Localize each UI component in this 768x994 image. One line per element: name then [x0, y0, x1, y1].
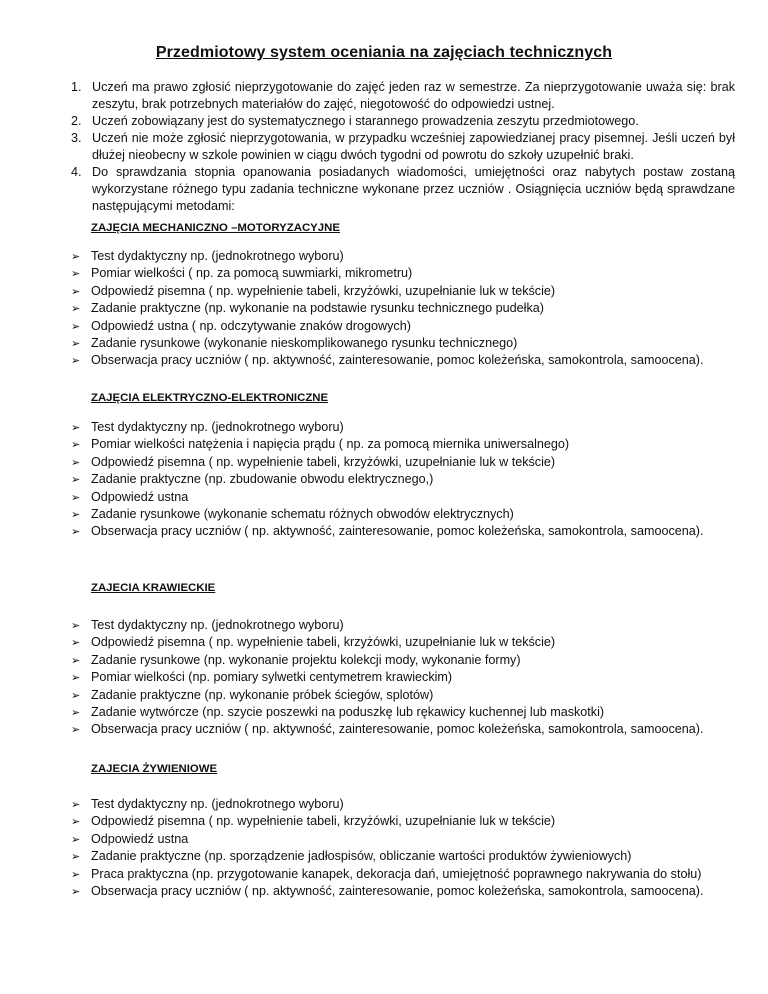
list-item: ➢ Zadanie rysunkowe (wykonanie nieskomplikowanego rysunku technicznego): [71, 335, 735, 352]
arrow-bullet-icon: ➢: [71, 284, 81, 298]
page-title: Przedmiotowy system oceniania na zajęciach technicznych: [155, 44, 613, 61]
rule-number: 2.: [71, 114, 82, 128]
list-item: ➢ Obserwacja pracy uczniów ( np. aktywność, zainteresowanie, pomoc koleżeńska, samokontrola, samoocena).: [71, 523, 735, 540]
arrow-bullet-icon: ➢: [71, 885, 81, 899]
arrow-bullet-icon: ➢: [71, 798, 81, 811]
list-item: ➢ Test dydaktyczny np. (jednokrotnego wyboru): [71, 617, 735, 634]
arrow-bullet-icon: ➢: [71, 267, 81, 281]
list-item: ➢ Zadanie praktyczne (np. sporządzenie jadłospisów, obliczanie wartości produktów żywieniowych): [71, 848, 735, 865]
list-item: ➢ Zadanie praktyczne (np. wykonanie próbek ściegów, splotów): [71, 687, 735, 704]
arrow-bullet-icon: ➢: [71, 706, 81, 720]
list-item: ➢ Zadanie praktyczne (np. zbudowanie obwodu elektrycznego,): [71, 471, 735, 488]
section-heading-mechaniczno: ZAJĘCIA MECHANICZNO –MOTORYZACYJNE: [91, 222, 340, 234]
arrow-bullet-icon: ➢: [71, 723, 81, 737]
list-item: ➢ Obserwacja pracy uczniów ( np. aktywność, zainteresowanie, pomoc koleżeńska, samokontrola, samoocena).: [71, 352, 735, 369]
list-item: ➢ Pomiar wielkości ( np. za pomocą suwmiarki, mikrometru): [71, 265, 735, 282]
arrow-bullet-icon: ➢: [71, 636, 81, 650]
list-item: ➢ Pomiar wielkości (np. pomiary sylwetki centymetrem krawieckim): [71, 669, 735, 686]
list-item: ➢ Odpowiedź ustna: [71, 831, 735, 848]
rule-text: Uczeń zobowiązany jest do systematycznego i starannego prowadzenia zeszytu przedmiotowego.: [92, 114, 639, 128]
rule-item: [71, 164, 735, 215]
section-heading-elektryczno: ZAJĘCIA ELEKTRYCZNO-ELEKTRONICZNE: [91, 392, 329, 404]
rule-number: 4.: [71, 165, 82, 179]
arrow-bullet-icon: ➢: [71, 455, 81, 469]
rule-text: Uczeń nie może zgłosić nieprzygotowania, w przypadku wcześniej zapowiedzianej pracy pisemnej. Jeśli uczeń był dłużej nieobecny w szkole powinien w ciągu dwóch tygodni od powrotu do szkoły uzupełnić braki.: [92, 131, 735, 162]
section-list-elektryczno: [71, 419, 735, 541]
section-list-zywieniowe: [71, 796, 735, 900]
list-item: ➢ Odpowiedź pisemna ( np. wypełnienie tabeli, krzyżówki, uzupełnianie luk w tekście): [71, 454, 735, 471]
rule-item: [71, 79, 735, 113]
arrow-bullet-icon: ➢: [71, 490, 81, 504]
arrow-bullet-icon: ➢: [71, 473, 81, 487]
arrow-bullet-icon: ➢: [71, 302, 81, 316]
arrow-bullet-icon: ➢: [71, 671, 81, 685]
list-item: ➢ Odpowiedź ustna ( np. odczytywanie znaków drogowych): [71, 318, 735, 335]
section-list-krawieckie: [71, 617, 735, 739]
list-item: ➢ Odpowiedź pisemna ( np. wypełnienie tabeli, krzyżówki, uzupełnianie luk w tekście): [71, 813, 735, 830]
rule-item: [71, 113, 735, 130]
list-item: ➢ Test dydaktyczny np. (jednokrotnego wyboru): [71, 796, 735, 813]
list-item: ➢ Odpowiedź pisemna ( np. wypełnienie tabeli, krzyżówki, uzupełnianie luk w tekście): [71, 283, 735, 300]
list-item: ➢ Test dydaktyczny np. (jednokrotnego wyboru): [71, 248, 735, 265]
rule-number: 1.: [71, 80, 82, 94]
rule-text: Do sprawdzania stopnia opanowania posiadanych wiadomości, umiejętności oraz nabytych postaw zostaną wykorzystane różnego typu zadania techniczne wykonane przez uczniów . Osiągnięcia uczniów będą sprawdzane następującymi metodami:: [92, 165, 735, 213]
arrow-bullet-icon: ➢: [71, 525, 81, 539]
arrow-bullet-icon: ➢: [71, 619, 81, 632]
list-item: ➢ Zadanie praktyczne (np. wykonanie na podstawie rysunku technicznego pudełka): [71, 300, 735, 317]
rule-number: 3.: [71, 131, 82, 145]
section-heading-krawieckie: ZAJECIA KRAWIECKIE: [91, 582, 216, 594]
list-item: ➢ Zadanie rysunkowe (wykonanie schematu różnych obwodów elektrycznych): [71, 506, 735, 523]
list-item: ➢ Zadanie wytwórcze (np. szycie poszewki na poduszkę lub rękawicy kuchennej lub maskotki): [71, 704, 735, 721]
arrow-bullet-icon: ➢: [71, 508, 81, 522]
arrow-bullet-icon: ➢: [71, 867, 81, 881]
list-item: ➢ Test dydaktyczny np. (jednokrotnego wyboru): [71, 419, 735, 436]
list-item: ➢ Obserwacja pracy uczniów ( np. aktywność, zainteresowanie, pomoc koleżeńska, samokontrola, samoocena).: [71, 721, 735, 738]
arrow-bullet-icon: ➢: [71, 815, 81, 829]
arrow-bullet-icon: ➢: [71, 832, 81, 846]
list-item: ➢ Zadanie rysunkowe (np. wykonanie projektu kolekcji mody, wykonanie formy): [71, 652, 735, 669]
list-item: ➢ Praca praktyczna (np. przygotowanie kanapek, dekoracja dań, umiejętność poprawnego nakrywania do stołu): [71, 866, 735, 883]
section-list-mechaniczno: [71, 248, 735, 370]
arrow-bullet-icon: ➢: [71, 250, 81, 263]
rules-list: [71, 79, 735, 215]
section-heading-zywieniowe: ZAJECIA ŻYWIENIOWE: [91, 763, 218, 775]
arrow-bullet-icon: ➢: [71, 319, 81, 333]
arrow-bullet-icon: ➢: [71, 337, 81, 351]
list-item: ➢ Odpowiedź pisemna ( np. wypełnienie tabeli, krzyżówki, uzupełnianie luk w tekście): [71, 634, 735, 651]
arrow-bullet-icon: ➢: [71, 653, 81, 667]
arrow-bullet-icon: ➢: [71, 688, 81, 702]
rule-item: [71, 130, 735, 164]
list-item: ➢ Odpowiedź ustna: [71, 489, 735, 506]
list-item: ➢ Obserwacja pracy uczniów ( np. aktywność, zainteresowanie, pomoc koleżeńska, samokontrola, samoocena).: [71, 883, 735, 900]
arrow-bullet-icon: ➢: [71, 438, 81, 452]
arrow-bullet-icon: ➢: [71, 421, 81, 434]
arrow-bullet-icon: ➢: [71, 354, 81, 368]
list-item: ➢ Pomiar wielkości natężenia i napięcia prądu ( np. za pomocą miernika uniwersalnego): [71, 436, 735, 453]
arrow-bullet-icon: ➢: [71, 850, 81, 864]
rule-text: Uczeń ma prawo zgłosić nieprzygotowanie do zajęć jeden raz w semestrze. Za nieprzygotowanie uważa się: brak zeszytu, brak potrzebnych materiałów do zajęć, niegotowość do odpowiedzi ustnej.: [92, 80, 735, 111]
